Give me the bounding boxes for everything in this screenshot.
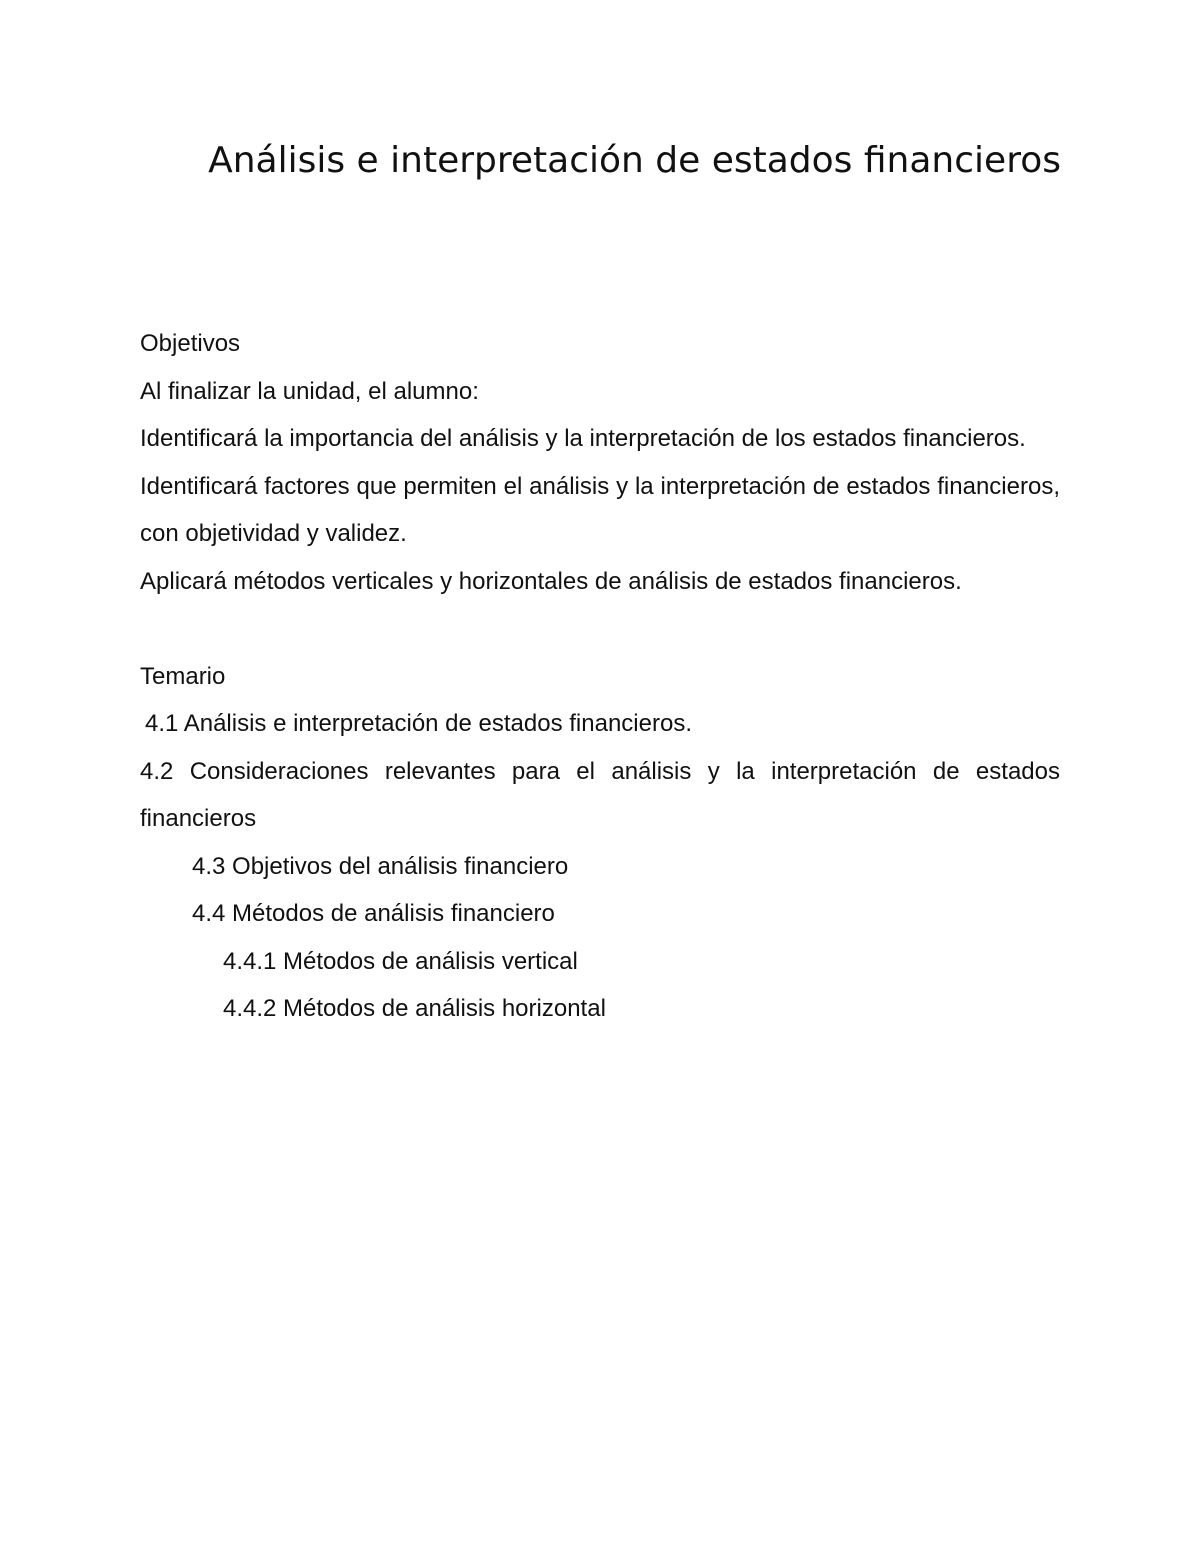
syllabus-item: 4.3 Objetivos del análisis financiero [192,852,569,880]
section-spacer [140,605,1060,653]
syllabus-item: 4.4 Métodos de análisis financiero [192,900,555,927]
syllabus-item: 4.1 Análisis e interpretación de estados financieros. [145,710,692,737]
syllabus-subitem: 4.4.1 Métodos de análisis vertical [223,947,578,975]
document-title: Análisis e interpretación de estados financieros [208,140,1061,181]
document-body [140,320,1060,1033]
objectives-heading: Objetivos [140,330,241,357]
objective-item: Aplicará métodos verticales y horizontales de análisis de estados financieros. [140,567,962,595]
syllabus-subitem: 4.4.2 Métodos de análisis horizontal [223,995,606,1022]
objective-item: Identificará la importancia del análisis y la interpretación de los estados financieros. [140,425,1026,452]
objective-item: Identificará factores que permiten el análisis y la interpretación de estados financieros, con objetividad y validez. [140,472,1060,547]
syllabus-heading: Temario [140,662,226,690]
objectives-intro: Al finalizar la unidad, el alumno: [140,377,479,405]
syllabus-item: 4.2 Consideraciones relevantes para el análisis y la interpretación de estados financieros [140,757,1060,832]
